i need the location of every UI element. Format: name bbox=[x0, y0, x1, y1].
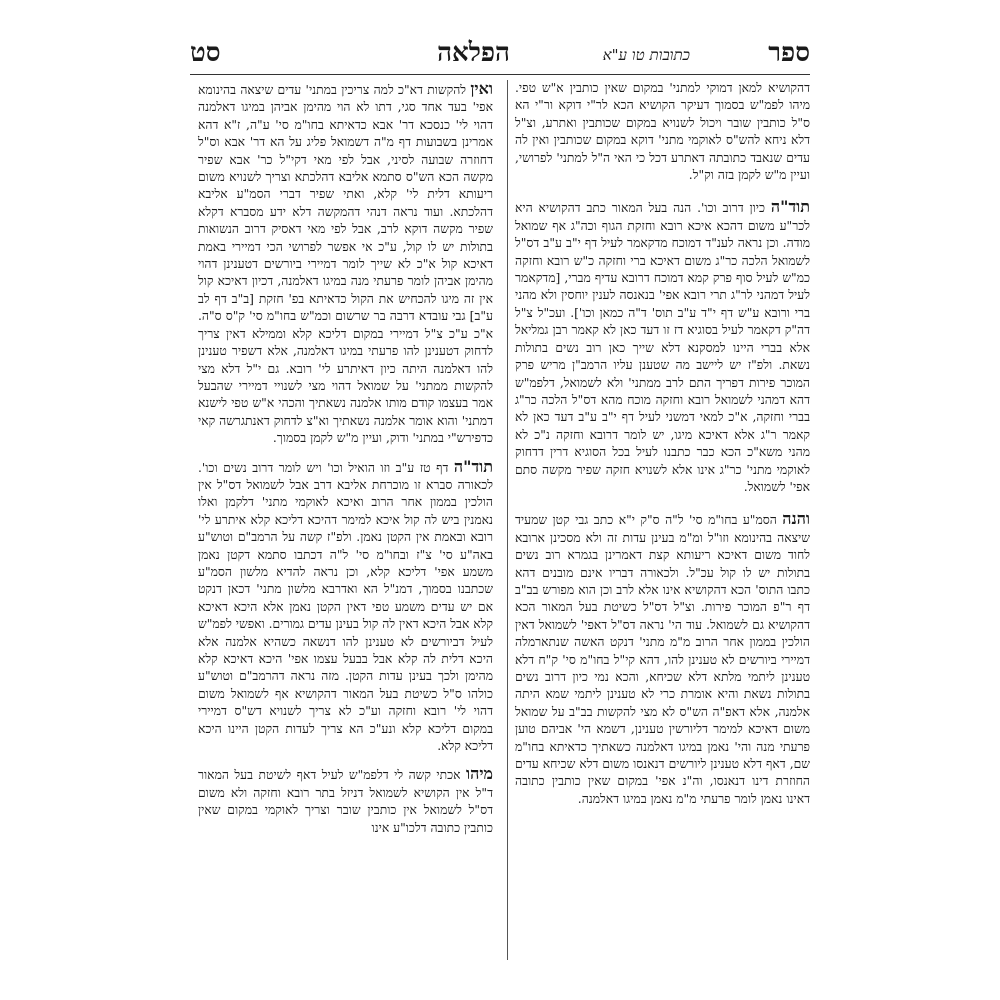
paragraph-text: להקשות דא"כ למה צריכין במתני' עדים שיצאה בהינומא אפי' בעד אחד סגי, דתו לא הוי מהימן אביהן במיגו דאלמנה דהוי לי' כנסכא דר' אבא כדאיתא בחו"מ סי' ע"ה, ז"א דהא אמרינן בשבועות דף מ"ה דשמואל פליג על הא דר' אבא וס"ל דחוזרה שבועה לסיני, אבל לפי מאי דקי"ל כר' אבא שפיר מקשה הכא הש"ס סתמא אליבא דהלכתא וצריך לשנויא משום ריעותא דלית לי' קלא, ואתי שפיר דברי הסמ"ע אליבא דהלכתא. ועוד נראה דנהי דהמקשה דלא ידע מסברא דקלא שפיר מקשה דוקא לרב, אבל לפי מאי דאסיק דרוב הנשואות בתולות יש לו קול, ע"כ אי אפשר לפרושי הכי דמיירי באמת דאיכא קול א"כ לא שייך לומר דמיירי ביורשים דטענינן דהוי מהימן אביהן לומר פרעתי מנה במיגו דאלמנה, דכיון דאיכא קול אין זה מיגו להכחיש את הקול כדאיתא בפ' חזקת [ב"ב דף לב ע"ב] גבי עובדא דרבה בר שרשום וכמ"ש בחו"מ סי' ק"ס ס"ה. א"כ ע"כ צ"ל דמיירי במקום דליכא קלא וממילא דאין צריך לדחוק דטענינן להו פרעתי במיגו דאלמנה, אלא דשפיר טענינן להו דאלמנה היתה כיון דאיתרע לי' רובא. גם י"ל דלא מצי להקשות ממתני' על שמואל דהוי מצי לשנויי דמיירי שהבעל אמר בעצמו קודם מותו אלמנה נשאתיך והכהי א"ש טפי לישנא דמתני' והוא אומר אלמנה נשאתיך וא"צ לדחוק דאנתגרשה קאי כדפירש"י במתני' ודוק, ועיין מ"ש לקמן בסמוך. bbox=[198, 83, 493, 446]
paragraph-lead-word: מיהו bbox=[466, 764, 493, 784]
paragraph-lead-word: תוד"ה bbox=[453, 456, 493, 476]
paragraph-lead-word: והנה bbox=[782, 509, 810, 529]
paragraph-text: דהקושיא למאן דמוקי למתני' במקום שאין כותבין א"ש טפי. מיהו לפמ"ש בסמוך דעיקר הקושיא הכא לר"י דוקא ור"י הא ס"ל כותבין שובר ויכול לשנויא במקום שכותבין ואתרע, וצ"ל דלא ניחא להש"ס לאוקמי מתני' דוקא במקום שכותבין ואין לה עדים שנאבד כתובתה דאתרע דכל כי האי ה"ל למתני' לפרושי, ועיין מ"ש לקמן בזה וק"ל. bbox=[515, 81, 810, 183]
paragraph-text: דף טז ע"ב וזו הואיל וכו' ויש לומר דרוב נשים וכו'. לכאורה סברא זו מוכרחת אליבא דרב אבל לשמואל דס"ל אין הולכין בממון אחר הרוב ואיכא לאוקמי מתני' דלקמן ואלו נאמנין ביש לה קול איכא למימר דהיכא דליכא קלא איתרע לי' רובא ובאמת אין הקטן נאמן. ולפ"ז קשה על הרמב"ם וטוש"ע באה"ע סי' צ"ז ובחו"מ סי' ל"ה דכתבו סתמא דקטן נאמן משמע אפי' דליכא קלא, וכן נראה להדיא מלשון הסמ"ע שכתבנו בסמוך, דמנ"ל הא ואדרבא מלשון מתני' דכאן דנקט אם יש עדים משמע טפי דאין הקטן נאמן אלא היכא דאיכא קלא אבל היכא דאין לה קול בעינן עדים גמורים. ואפשי לפמ"ש לעיל דביורשים לא טענינן להו דנשאה כשהיא אלמנה אלא היכא דלית לה קלא אבל בבעל עצמו אפי' היכא דאיכא קלא מהימן ולכך בעינן עדות הקטן. מזה נראה דהרמב"ם וטוש"ע כולהו ס"ל כשיטת בעל המאור דהקושיא אף לשמואל משום דהוי לי' רובא וחזקה וע"כ לא צריך לשנויא דש"ס דמיירי במקום דליכא קלא ונע"כ הא צריך לעדות הקטן היינו היכא דליכא קלא. bbox=[198, 460, 493, 754]
page-header bbox=[190, 38, 810, 78]
paragraph bbox=[198, 765, 493, 837]
header-rule bbox=[190, 74, 810, 75]
paragraph-text: אכתי קשה לי דלפמ"ש לעיל דאף לשיטת בעל המאור ד"ל אין הקושיא לשמואל דניזל בתר רובא וחזקה ולא משום דס"ל לשמואל אין כותבין שובר וצריך לאוקמי במקום שאין כותבין כתובה דלכו"ע אינו bbox=[198, 768, 493, 835]
header-title: הפלאה bbox=[437, 38, 510, 68]
left-column bbox=[198, 80, 493, 851]
right-column bbox=[515, 80, 810, 822]
paragraph-text: כיון דרוב וכו'. הנה בעל המאור כתב דהקושיא היא לכר"ע משום דהכא איכא רובא וחזקת הגוף וכה"ג אף שמואל מודה. וכן נראה לענ"ד דמוכח מדקאמר לעיל דף י"ב ע"ב דס"ל לשמואל הלכה כר"ג משום דאיכא ברי וחזקה כ"ש רובא וחזקה כמ"ש לעיל סוף פרק קמא דמוכח דרובא עדיף מברי, [מדקאמר לעיל דמהני לר"ג תרי רובא אפי' בנאנסה לענין יוחסין ולא מהני ברי ורובא ע"ש דף י"ד ע"ב תוס' ד"ה כמאן וכו']. ועכ"ל צ"ל דה"ק דקאמר לעיל בסוגיא דז זו דעד כאן לא קאמר רבן גמליאל אלא בברי היינו למסקנא דלא שייך כאן רוב נשים בתולות נשאת. ולפ"ז יש ליישב מה שטענן עליו הרמב"ן מריש פרק המוכר פירות דפריך התם לרב ממתני' ולא לשמואל, דלפמ"ש דהא דמהני לשמואל רובא וחזקה מוכח מהא דס"ל הלכה כר"ג בברי וחזקה, א"כ למאי דמשני לעיל דף י"ב ע"ב דעד כאן לא קאמר ר"ג אלא דאיכא מיגו, יש לומר דרובא וחזקה נ"כ לא מהני משא"כ הכא כבר כתבנו לעיל בכל הסוגיא דרין דדחוק לאוקמי מתני' כר"ג אינו אלא לשנויא חזקה שפיר מקשה סתם אפי' לשמואל. bbox=[515, 201, 810, 494]
paragraph bbox=[515, 510, 810, 808]
paragraph bbox=[198, 80, 493, 448]
paragraph bbox=[515, 198, 810, 496]
header-page-number: סט bbox=[190, 38, 221, 68]
paragraph-lead-word: תוד"ה bbox=[770, 197, 810, 217]
paragraph bbox=[515, 80, 810, 184]
header-sefer: ספר bbox=[768, 38, 810, 68]
header-daf-reference: כתובות טו ע"א bbox=[602, 46, 690, 64]
paragraph-text: הסמ"ע בחו"מ סי' ל"ה ס"ק י"א כתב גבי קטן שמעיד שיצאה בהינומא וזו"ל ומ"מ בעינן עדות זה ולא מסכינן ארובא לחוד משום דאיכא ריעותא קצת דאמרינן בגמרא רוב נשים בתולות יש לו קול עכ"ל. ולכאורה דבריו אינם מובנים דהא כתבו התוס' הכא דהקושיא אינו אלא לרב וכן הוא מפורש בב"ב דף ר"פ המוכר פירות. וצ"ל דס"ל כשיטת בעל המאור הכא דהקושיא גם לשמואל. עוד הי' נראה דס"ל דאפי' לשמואל דאין הולכין בממון אחר הרוב מ"מ מתני' דנקט האשה שנתארמלה דמיירי ביורשים לא טענינן להו, דהא קי"ל בחו"מ סי' ק"ח דלא טענינן ליתמי מלתא דלא שכיחא, והכא נמי כיון דרוב נשים בתולות נשאת והיא אומרת כרי לא טענינן ליתמי שמא היתה אלמנה, אלא דאפ"ה הש"ס לא מצי להקשות בב"ב על שמואל משום דאיכא למימר דליורשין טענינן, דשמא הי' אביהם טוען פרעתי מנה והי' נאמן במיגו דאלמנה כשאתיך כדאיתא בחו"מ שם, דאף דלא טענינן ליורשים דנאנסו משום דלא שכיחא עדים החוזרת דינו דנאנסו, וה"נ אפי' במקום שאין כותבין כתובה דאינו נאמן לומר פרעתי מ"מ נאמן במיגו דאלמנה. bbox=[515, 513, 810, 806]
paragraph bbox=[198, 458, 493, 756]
column-divider bbox=[507, 80, 508, 960]
paragraph-lead-word: ואין bbox=[470, 79, 493, 98]
